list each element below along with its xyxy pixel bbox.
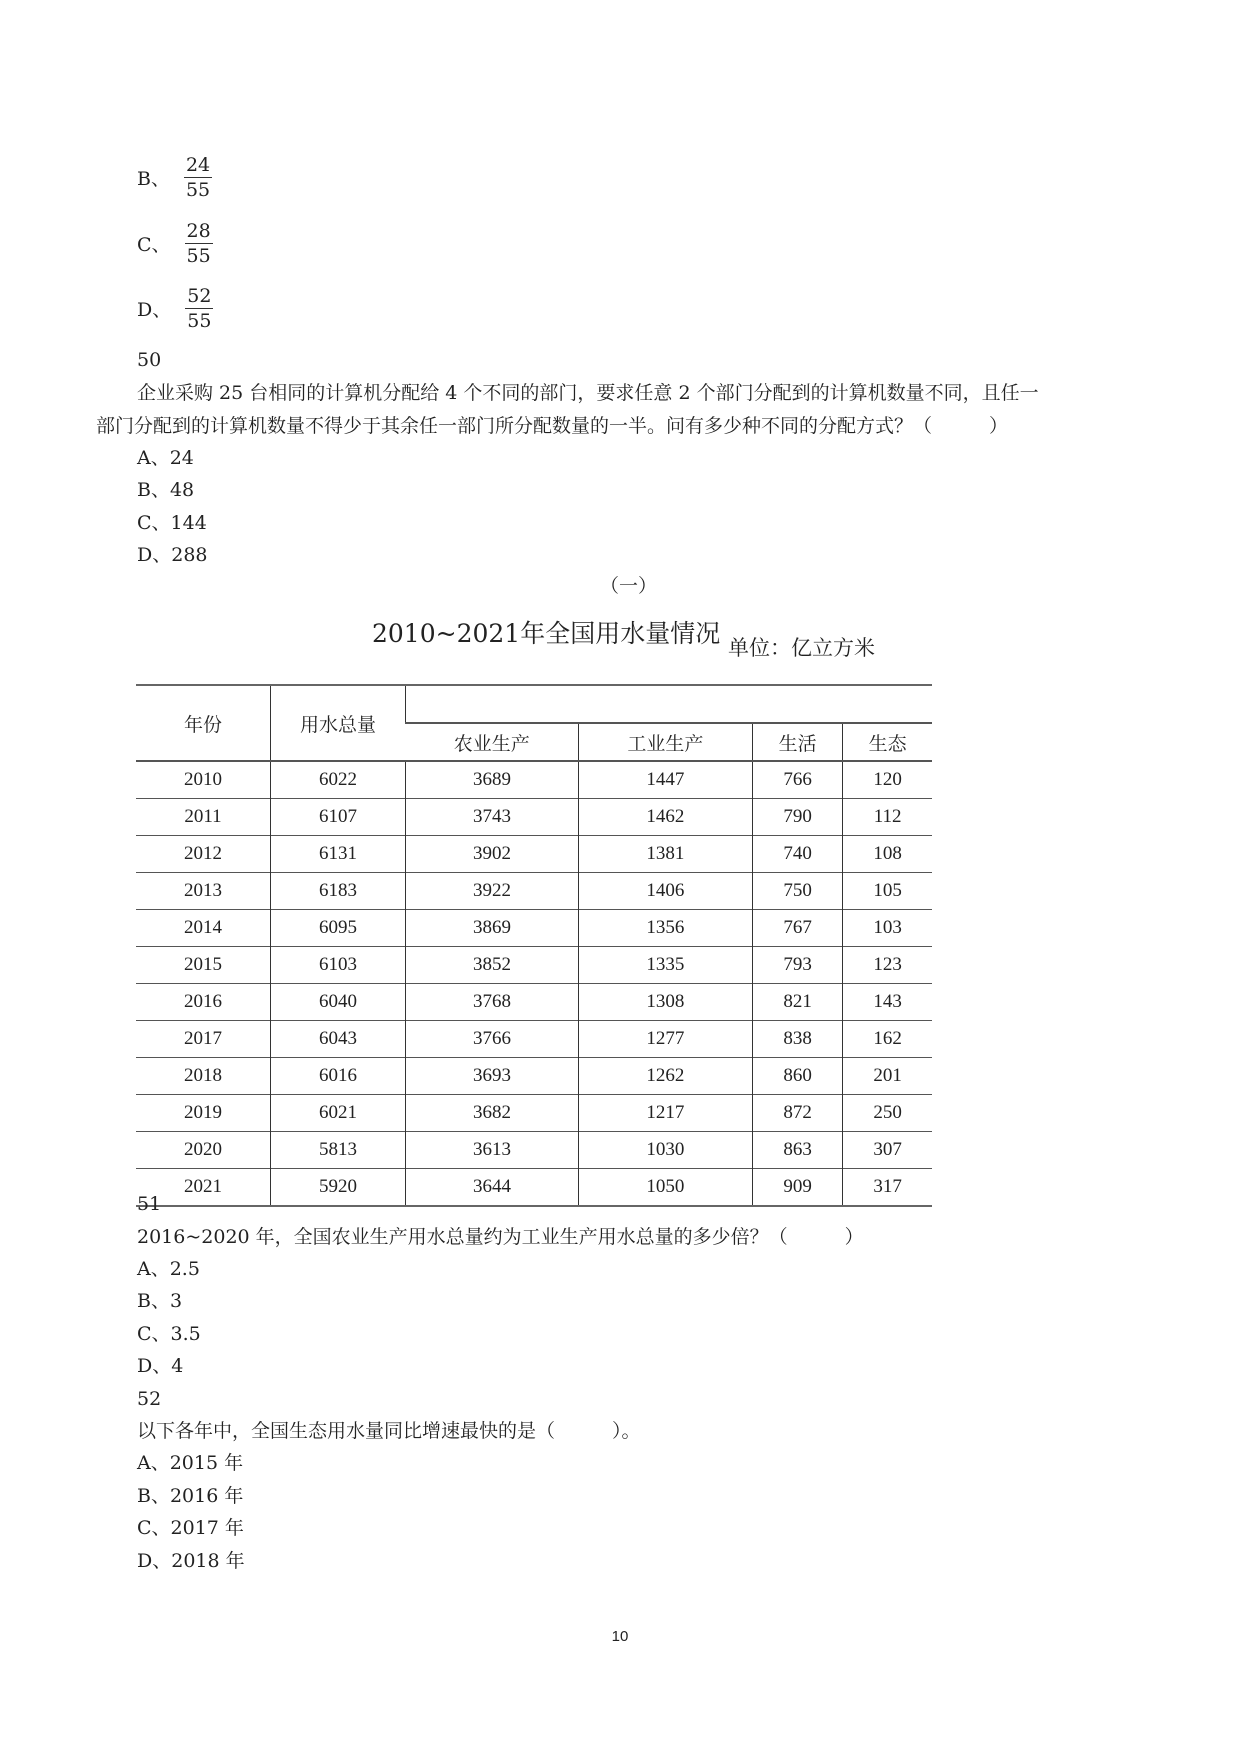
table-row <box>136 1021 932 1058</box>
denominator: 55 <box>186 245 211 267</box>
question-number: 51 <box>137 1193 162 1215</box>
table-cell: 2019 <box>136 1095 271 1132</box>
table-cell: 250 <box>843 1095 932 1132</box>
option-c <box>137 219 213 268</box>
table-cell: 740 <box>752 836 842 873</box>
table-cell: 793 <box>752 947 842 984</box>
table-cell: 860 <box>752 1058 842 1095</box>
question-number: 50 <box>137 349 162 371</box>
numerator: 52 <box>187 285 212 307</box>
question-text: 2016~2020 年，全国农业生产用水总量约为工业生产用水总量的多少倍？（ ） <box>137 1226 864 1248</box>
table-row <box>136 1095 932 1132</box>
table-cell: 6107 <box>271 799 406 836</box>
table-cell: 2015 <box>136 947 271 984</box>
table-cell: 821 <box>752 984 842 1021</box>
table-cell: 108 <box>843 836 932 873</box>
option: D、4 <box>137 1355 184 1377</box>
table-cell: 317 <box>843 1169 932 1207</box>
table-cell: 872 <box>752 1095 842 1132</box>
option: C、3.5 <box>137 1323 201 1345</box>
table-cell: 201 <box>843 1058 932 1095</box>
table-cell: 103 <box>843 910 932 947</box>
table-cell: 6022 <box>271 761 406 799</box>
table-cell: 1462 <box>578 799 752 836</box>
table-cell: 1335 <box>578 947 752 984</box>
option-d <box>137 284 213 333</box>
table-cell: 750 <box>752 873 842 910</box>
table-row <box>136 1132 932 1169</box>
page-number: 10 <box>611 1628 629 1645</box>
table-cell: 6095 <box>271 910 406 947</box>
table-cell: 307 <box>843 1132 932 1169</box>
table-cell: 2018 <box>136 1058 271 1095</box>
table-cell: 1406 <box>578 873 752 910</box>
table-cell: 6183 <box>271 873 406 910</box>
option: B、3 <box>137 1290 183 1312</box>
table-cell: 2014 <box>136 910 271 947</box>
table-cell: 909 <box>752 1169 842 1207</box>
table-cell: 6131 <box>271 836 406 873</box>
table-row <box>136 984 932 1021</box>
header-spacer <box>406 685 933 723</box>
header-year: 年份 <box>136 685 271 761</box>
table-cell: 1050 <box>578 1169 752 1207</box>
question-text: 以下各年中，全国生态用水量同比增速最快的是（ ）。 <box>137 1420 641 1442</box>
question-text: 企业采购 25 台相同的计算机分配给 4 个不同的部门，要求任意 2 个部门分配到的计算机数量不同，且任一 <box>137 382 1039 404</box>
numerator: 24 <box>185 154 211 176</box>
table-cell: 2013 <box>136 873 271 910</box>
option: A、2.5 <box>137 1258 200 1280</box>
table-row <box>136 1169 932 1207</box>
table-cell: 3689 <box>406 761 579 799</box>
table-row <box>136 836 932 873</box>
table-cell: 3743 <box>406 799 579 836</box>
table-cell: 2021 <box>136 1169 271 1207</box>
table-row <box>136 910 932 947</box>
table-cell: 6040 <box>271 984 406 1021</box>
fraction <box>184 153 212 202</box>
table-row <box>136 1058 932 1095</box>
option-b <box>137 153 212 202</box>
table-cell: 5920 <box>271 1169 406 1207</box>
option-label: B、 <box>137 168 170 190</box>
question-number: 52 <box>137 1388 162 1410</box>
table-cell: 120 <box>843 761 932 799</box>
denominator: 55 <box>185 179 211 201</box>
table-row <box>136 761 932 799</box>
option: D、288 <box>137 544 208 566</box>
table-cell: 3682 <box>406 1095 579 1132</box>
option: B、2016 年 <box>137 1485 244 1507</box>
table-cell: 1262 <box>578 1058 752 1095</box>
table-cell: 3869 <box>406 910 579 947</box>
table-cell: 3766 <box>406 1021 579 1058</box>
table-cell: 1381 <box>578 836 752 873</box>
denominator: 55 <box>187 310 212 332</box>
table-cell: 1447 <box>578 761 752 799</box>
table-cell: 2020 <box>136 1132 271 1169</box>
table-row <box>136 947 932 984</box>
option: C、144 <box>137 512 207 534</box>
table-cell: 863 <box>752 1132 842 1169</box>
table-row <box>136 799 932 836</box>
table-cell: 1217 <box>578 1095 752 1132</box>
table-cell: 3768 <box>406 984 579 1021</box>
table-cell: 143 <box>843 984 932 1021</box>
section-heading: （一） <box>600 575 658 597</box>
table-unit: 单位：亿立方米 <box>728 636 875 660</box>
header-industry: 工业生产 <box>578 723 752 761</box>
table-cell: 6103 <box>271 947 406 984</box>
table-cell: 2010 <box>136 761 271 799</box>
table-cell: 112 <box>843 799 932 836</box>
header-living: 生活 <box>752 723 842 761</box>
header-agri: 农业生产 <box>406 723 579 761</box>
table-cell: 2011 <box>136 799 271 836</box>
table-cell: 105 <box>843 873 932 910</box>
table-cell: 162 <box>843 1021 932 1058</box>
table-cell: 3922 <box>406 873 579 910</box>
table-cell: 2016 <box>136 984 271 1021</box>
table-cell: 838 <box>752 1021 842 1058</box>
table-cell: 3693 <box>406 1058 579 1095</box>
table-cell: 1308 <box>578 984 752 1021</box>
table-cell: 2012 <box>136 836 271 873</box>
table-cell: 3613 <box>406 1132 579 1169</box>
water-usage-table <box>136 684 932 1207</box>
table-cell: 6016 <box>271 1058 406 1095</box>
header-total: 用水总量 <box>271 685 406 761</box>
question-text: 部门分配到的计算机数量不得少于其余任一部门所分配数量的一半。问有多少种不同的分配方式？（ ） <box>96 415 1009 437</box>
option: A、24 <box>137 447 194 469</box>
fraction <box>185 284 213 333</box>
table-cell: 3902 <box>406 836 579 873</box>
option: A、2015 年 <box>137 1452 244 1474</box>
numerator: 28 <box>186 220 211 242</box>
option-label: D、 <box>137 299 172 321</box>
header-eco: 生态 <box>843 723 932 761</box>
table-cell: 790 <box>752 799 842 836</box>
table-cell: 1277 <box>578 1021 752 1058</box>
table-title: 2010~2021年全国用水量情况 <box>372 619 721 648</box>
option-label: C、 <box>137 234 171 256</box>
fraction <box>185 219 213 268</box>
table-cell: 766 <box>752 761 842 799</box>
table-cell: 123 <box>843 947 932 984</box>
table-cell: 1030 <box>578 1132 752 1169</box>
table-cell: 3644 <box>406 1169 579 1207</box>
table-cell: 6021 <box>271 1095 406 1132</box>
table-cell: 2017 <box>136 1021 271 1058</box>
option: C、2017 年 <box>137 1517 244 1539</box>
table-row <box>136 873 932 910</box>
option: B、48 <box>137 479 195 501</box>
option: D、2018 年 <box>137 1550 245 1572</box>
table-cell: 5813 <box>271 1132 406 1169</box>
table-cell: 3852 <box>406 947 579 984</box>
table-cell: 767 <box>752 910 842 947</box>
table-cell: 6043 <box>271 1021 406 1058</box>
table-cell: 1356 <box>578 910 752 947</box>
